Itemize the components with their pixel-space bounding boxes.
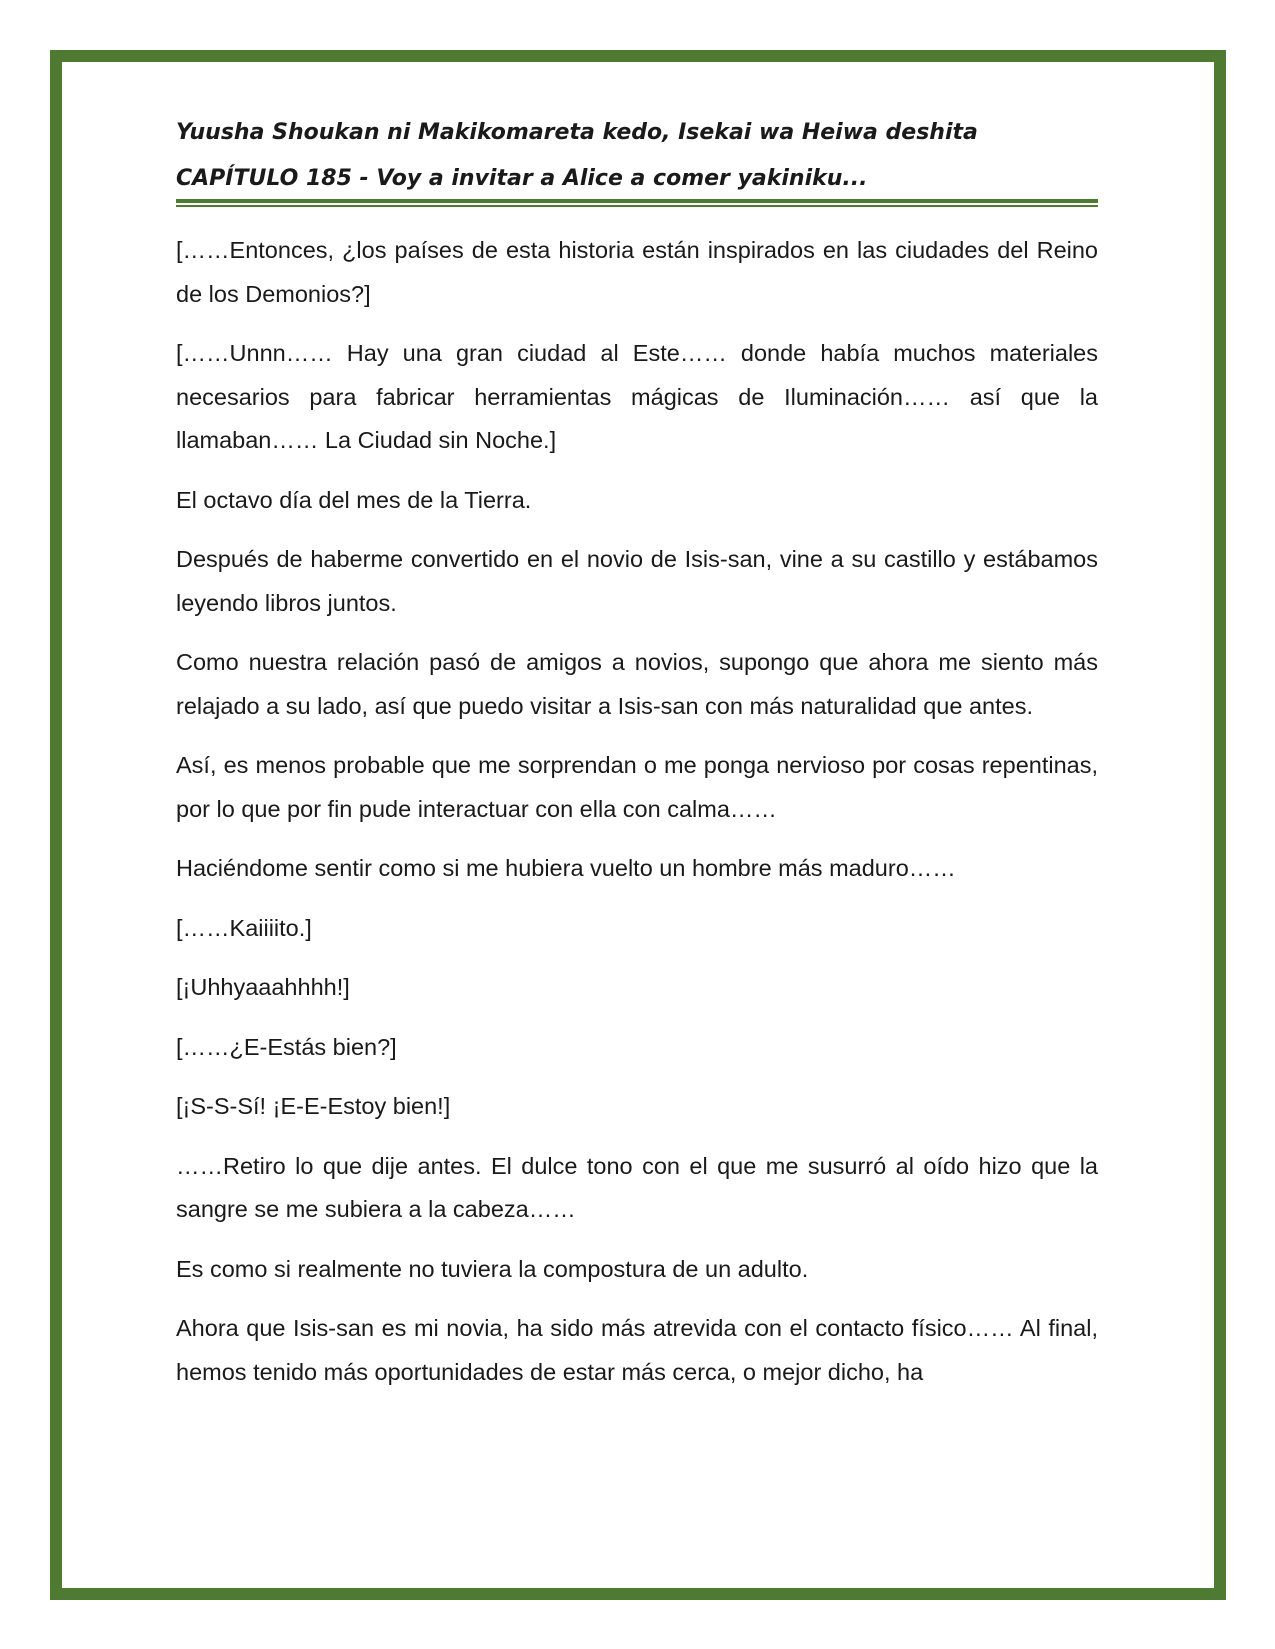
paragraph: [……Entonces, ¿los países de esta historia están inspirados en las ciudades del Reino de los Demonios?] [176, 237, 1098, 307]
paragraph: Como nuestra relación pasó de amigos a novios, supongo que ahora me siento más relajado a su lado, así que puedo visitar a Isis-san con más naturalidad que antes. [176, 649, 1098, 719]
chapter-title: CAPÍTULO 185 - Voy a invitar a Alice a comer yakiniku... [176, 166, 868, 191]
paragraph: Es como si realmente no tuviera la compostura de un adulto. [176, 1255, 809, 1282]
title-divider-thick [176, 199, 1098, 203]
paragraph: [¡Uhhyaaahhhh!] [176, 974, 350, 1000]
paragraph: Haciéndome sentir como si me hubiera vuelto un hombre más maduro…… [176, 855, 956, 881]
paragraph: [……Unnn…… Hay una gran ciudad al Este…… donde había muchos materiales necesarios para fabricar herramientas mágicas de Iluminación…… así que la llamaban…… La Ciudad sin Noche.] [176, 340, 1098, 453]
paragraph: Ahora que Isis-san es mi novia, ha sido más atrevida con el contacto físico…… Al final, hemos tenido más oportunidades de estar más cerca, o mejor dicho, ha [176, 1315, 1098, 1385]
series-title: Yuusha Shoukan ni Makikomareta kedo, Isekai wa Heiwa deshita [176, 120, 978, 145]
paragraph: [……Kaiiiito.] [176, 914, 312, 941]
title-divider-thin [176, 205, 1098, 207]
paragraph: ……Retiro lo que dije antes. El dulce tono con el que me susurró al oído hizo que la sangre se me subiera a la cabeza…… [176, 1152, 1098, 1222]
page-content [176, 112, 1098, 1410]
chapter-body [176, 229, 1098, 1394]
paragraph: [¡S-S-Sí! ¡E-E-Estoy bien!] [176, 1093, 451, 1119]
paragraph: El octavo día del mes de la Tierra. [176, 486, 532, 513]
paragraph: [……¿E-Estás bien?] [176, 1033, 397, 1060]
paragraph: Así, es menos probable que me sorprendan o me ponga nervioso por cosas repentinas, por lo que por fin pude interactuar con ella con calma…… [176, 752, 1098, 822]
paragraph: Después de haberme convertido en el novio de Isis-san, vine a su castillo y estábamos leyendo libros juntos. [176, 546, 1098, 616]
